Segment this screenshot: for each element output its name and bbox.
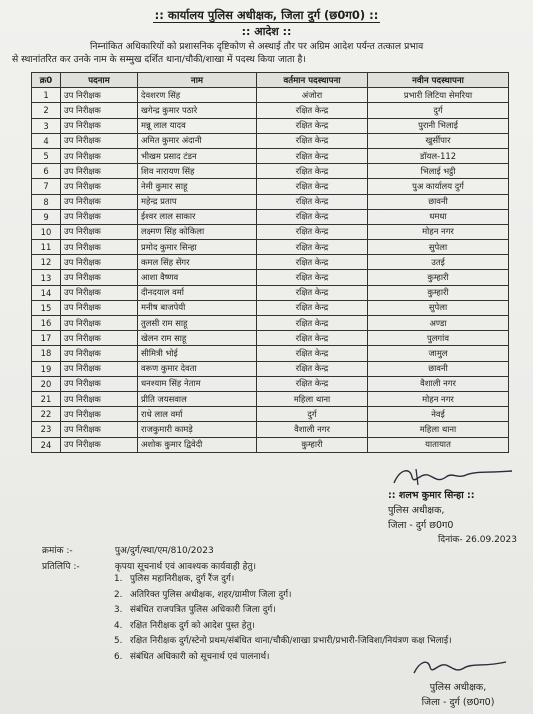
cell-name: राधे लाल वर्मा [138,407,257,422]
table-row [32,148,509,163]
cell-current-posting: रक्षित केन्द्र [257,164,368,179]
copy-intro: कृपया सूचनार्थ एवं आवश्यक कार्यवाही हेतु। [114,562,256,572]
cell-new-posting: डॉयल-112 [368,148,509,163]
cell-designation: उप निरीक्षक [61,118,138,133]
cell-new-posting: धमधा [368,209,509,224]
table-row [32,179,509,194]
reference-block [42,543,256,575]
list-item-number: 3. [114,605,123,615]
table-row [32,118,509,133]
cell-new-posting: अण्डा [368,316,509,331]
table-row [32,361,509,376]
list-item-text: रक्षित निरीक्षक दुर्ग/स्टेनो प्रथम/संबंधित थाना/चौकी/शाखा प्रभारी/प्रभारी-जिविशा/नियंत्रण कक्ष भिलाई। [130,636,452,646]
table-row [32,300,509,315]
reference-number-label: क्रमांक :- [42,546,73,556]
table-row [32,437,509,452]
signatory-district: जिला - दुर्ग छ0ग0 [388,520,454,531]
cell-name: खेलन राम साहू [138,331,257,346]
cell-designation: उप निरीक्षक [61,103,138,118]
table-row [32,346,509,361]
cell-current-posting: रक्षित केन्द्र [257,133,368,148]
cell-new-posting: वैशाली नगर [368,376,509,391]
cell-name: नेमी कुमार साहू [138,179,257,194]
cell-new-posting: भिलाई भट्ठी [368,164,509,179]
cell-name: खगेन्द्र कुमार पठारे [138,103,257,118]
cell-sno: 21 [32,391,61,406]
cell-sno: 24 [32,437,61,452]
list-item-number: 5. [114,636,123,646]
cell-name: राजकुमारी कामड़े [138,422,257,437]
list-item-number: 2. [114,589,123,600]
table-row [32,194,509,209]
cell-sno: 23 [32,422,61,437]
cell-sno: 10 [32,224,61,239]
cell-current-posting: रक्षित केन्द्र [257,346,368,361]
cell-sno: 18 [32,346,61,361]
table-row [32,103,509,118]
office-title: :: कार्यालय पुलिस अधीक्षक, जिला दुर्ग (छ0ग0) :: [154,8,379,22]
cell-current-posting: महिला थाना [257,391,368,406]
signatory-name: :: शलभ कुमार सिन्हा :: [388,490,475,501]
table-row [32,285,509,300]
cell-sno: 22 [32,407,61,422]
cell-current-posting: रक्षित केन्द्र [257,224,368,239]
signature-block-2 [388,680,528,710]
cell-current-posting: वैशाली नगर [257,422,368,437]
list-item [114,588,514,604]
table-row [32,376,509,391]
cell-new-posting: पुलगांव [368,331,509,346]
cell-designation: उप निरीक्षक [61,209,138,224]
cell-current-posting: रक्षित केन्द्र [257,240,368,255]
cell-name: शिव नारायण सिंह [138,164,257,179]
cell-sno: 11 [32,240,61,255]
cell-new-posting: पुरानी भिलाई [368,118,509,133]
header-new-posting: नवीन पदस्थापना [368,73,509,88]
cell-name: लक्ष्मण सिंह कोकिला [138,224,257,239]
cell-name: प्रीति जयसवाल [138,391,257,406]
cell-new-posting: सुपेला [368,240,509,255]
cell-current-posting: रक्षित केन्द्र [257,118,368,133]
cell-sno: 3 [32,118,61,133]
cell-designation: उप निरीक्षक [61,407,138,422]
cell-new-posting: छावनी [368,361,509,376]
reference-number-line [42,543,256,559]
cell-current-posting: रक्षित केन्द्र [257,179,368,194]
cell-new-posting: पुअ कार्यालय दुर्ग [368,179,509,194]
cell-sno: 17 [32,331,61,346]
cell-new-posting: मोहन नगर [368,224,509,239]
cell-designation: उप निरीक्षक [61,300,138,315]
cell-designation: उप निरीक्षक [61,133,138,148]
cell-sno: 1 [32,88,61,103]
cell-designation: उप निरीक्षक [61,194,138,209]
cell-sno: 4 [32,133,61,148]
cell-name: मन्नू लाल यादव [138,118,257,133]
cell-designation: उप निरीक्षक [61,270,138,285]
header-sno: क्र0 [32,73,61,88]
cell-current-posting: रक्षित केन्द्र [257,209,368,224]
cell-sno: 12 [32,255,61,270]
list-item-text: पुलिस महानिरीक्षक, दुर्ग रैंज दुर्ग। [130,574,235,584]
cell-designation: उप निरीक्षक [61,224,138,239]
cell-new-posting: कुम्हारी [368,285,509,300]
cell-current-posting: रक्षित केन्द्र [257,331,368,346]
cell-designation: उप निरीक्षक [61,88,138,103]
table-row [32,422,509,437]
signature-scribble-2 [410,655,510,679]
cell-new-posting: सुपेला [368,300,509,315]
header-current-posting: वर्तमान पदस्थापना [257,73,368,88]
cell-designation: उप निरीक्षक [61,179,138,194]
list-item [114,634,514,650]
list-item-number: 1. [114,574,123,584]
cell-name: महेन्द्र प्रताप [138,194,257,209]
cell-sno: 14 [32,285,61,300]
intro-line-2: से स्थानांतरित कर उनके नाम के सम्मुख दर्शित थाना/चौकी/शाखा में पदस्थ किया जाता है। [12,54,306,65]
cell-designation: उप निरीक्षक [61,376,138,391]
cell-current-posting: रक्षित केन्द्र [257,270,368,285]
cell-designation: उप निरीक्षक [61,437,138,452]
cell-sno: 16 [32,316,61,331]
cell-current-posting: रक्षित केन्द्र [257,194,368,209]
cell-new-posting: यातायात [368,437,509,452]
copy-label: प्रतिलिपि :- [42,562,80,572]
cell-new-posting: खुर्सीपार [368,133,509,148]
order-intro [12,40,522,66]
table-row [32,224,509,239]
cell-sno: 8 [32,194,61,209]
cell-current-posting: रक्षित केन्द्र [257,103,368,118]
list-item-number: 4. [114,620,123,631]
transfer-table [31,72,509,453]
cell-new-posting: उतई [368,255,509,270]
cell-current-posting: रक्षित केन्द्र [257,361,368,376]
list-item-text: अतिरिक्त पुलिस अधीक्षक, शहर/ग्रामीण जिला दुर्ग। [130,589,292,600]
signature-block-1 [388,488,523,548]
cell-designation: उप निरीक्षक [61,422,138,437]
table-header-row [32,73,509,88]
cell-name: कमल सिंह सेंगर [138,255,257,270]
cell-sno: 2 [32,103,61,118]
signatory-district-2: जिला - दुर्ग (छ0ग0) [421,697,495,708]
list-item-number: 6. [114,651,123,662]
reference-number: पुअ/दुर्ग/स्था/एम/810/2023 [114,546,214,556]
cell-current-posting: कुम्हारी [257,437,368,452]
cell-sno: 19 [32,361,61,376]
order-heading: :: आदेश :: [241,25,292,38]
signature-scribble [388,463,518,489]
cell-name: आशा वैष्णव [138,270,257,285]
cell-designation: उप निरीक्षक [61,285,138,300]
table-row [32,88,509,103]
cell-current-posting: रक्षित केन्द्र [257,376,368,391]
table-row [32,407,509,422]
cell-name: भीखम प्रसाद टंडन [138,148,257,163]
table-row [32,391,509,406]
cell-designation: उप निरीक्षक [61,148,138,163]
cell-name: देवशरण सिंह [138,88,257,103]
header-name: नाम [138,73,257,88]
cell-designation: उप निरीक्षक [61,316,138,331]
cell-sno: 6 [32,164,61,179]
table-row [32,270,509,285]
cell-name: मनीष बाजपेयी [138,300,257,315]
table-row [32,164,509,179]
cell-sno: 5 [32,148,61,163]
cell-name: प्रमोद कुमार सिन्हा [138,240,257,255]
cell-name: तुलसी राम साहू [138,316,257,331]
cell-designation: उप निरीक्षक [61,346,138,361]
list-item-text: संबंधित राजपत्रित पुलिस अधिकारी जिला दुर्ग। [130,605,276,615]
list-item-text: रक्षित निरीक्षक दुर्ग को आदेश पुस्त हेतु। [130,620,255,631]
cell-sno: 7 [32,179,61,194]
cell-designation: उप निरीक्षक [61,255,138,270]
table-row [32,240,509,255]
cell-sno: 9 [32,209,61,224]
cell-new-posting: प्रभारी लिटिया सेमरिया [368,88,509,103]
header-designation: पदनाम [61,73,138,88]
cell-current-posting: रक्षित केन्द्र [257,285,368,300]
cell-current-posting: रक्षित केन्द्र [257,316,368,331]
table-row [32,209,509,224]
order-date: दिनांक- 26.09.2023 [438,535,517,545]
cell-sno: 15 [32,300,61,315]
signatory-designation-2: पुलिस अधीक्षक, [429,682,487,693]
intro-line-1: निम्नांकित अधिकारियों को प्रशासनिक दृष्टिकोण से अस्थाई तौर पर अग्रिम आदेश पर्यन्त तत्काल प्रभाव [90,41,424,52]
cell-current-posting: दुर्ग [257,407,368,422]
cell-new-posting: महिला थाना [368,422,509,437]
cell-new-posting: छावनी [368,194,509,209]
table-row [32,331,509,346]
cell-designation: उप निरीक्षक [61,240,138,255]
cell-new-posting: कुम्हारी [368,270,509,285]
cell-designation: उप निरीक्षक [61,164,138,179]
table-row [32,133,509,148]
cell-new-posting: नेवई [368,407,509,422]
cell-name: सीमित्री भोई [138,346,257,361]
copy-recipient-list [114,572,514,665]
cell-name: दीनदयाल वर्मा [138,285,257,300]
list-item [114,619,514,635]
cell-sno: 20 [32,376,61,391]
list-item [114,603,514,619]
cell-current-posting: रक्षित केन्द्र [257,300,368,315]
cell-name: ईश्वर लाल साकार [138,209,257,224]
signatory-designation: पुलिस अधीक्षक, [388,505,445,516]
cell-designation: उप निरीक्षक [61,361,138,376]
list-item-text: संबंधित अधिकारी को सूचनार्थ एवं पालनार्थ। [130,651,270,662]
cell-current-posting: रक्षित केन्द्र [257,148,368,163]
cell-current-posting: रक्षित केन्द्र [257,255,368,270]
cell-new-posting: मोहन नगर [368,391,509,406]
table-row [32,255,509,270]
cell-name: वरूण कुमार देवता [138,361,257,376]
list-item [114,572,514,588]
cell-name: धनश्याम सिंह नेताम [138,376,257,391]
cell-current-posting: अंजोरा [257,88,368,103]
cell-designation: उप निरीक्षक [61,331,138,346]
cell-name: अमित कुमार अंदानी [138,133,257,148]
table-row [32,316,509,331]
table-body [32,88,509,453]
cell-name: अशोक कुमार द्विवेदी [138,437,257,452]
cell-new-posting: जामुल [368,346,509,361]
cell-new-posting: दुर्ग [368,103,509,118]
cell-designation: उप निरीक्षक [61,391,138,406]
cell-sno: 13 [32,270,61,285]
